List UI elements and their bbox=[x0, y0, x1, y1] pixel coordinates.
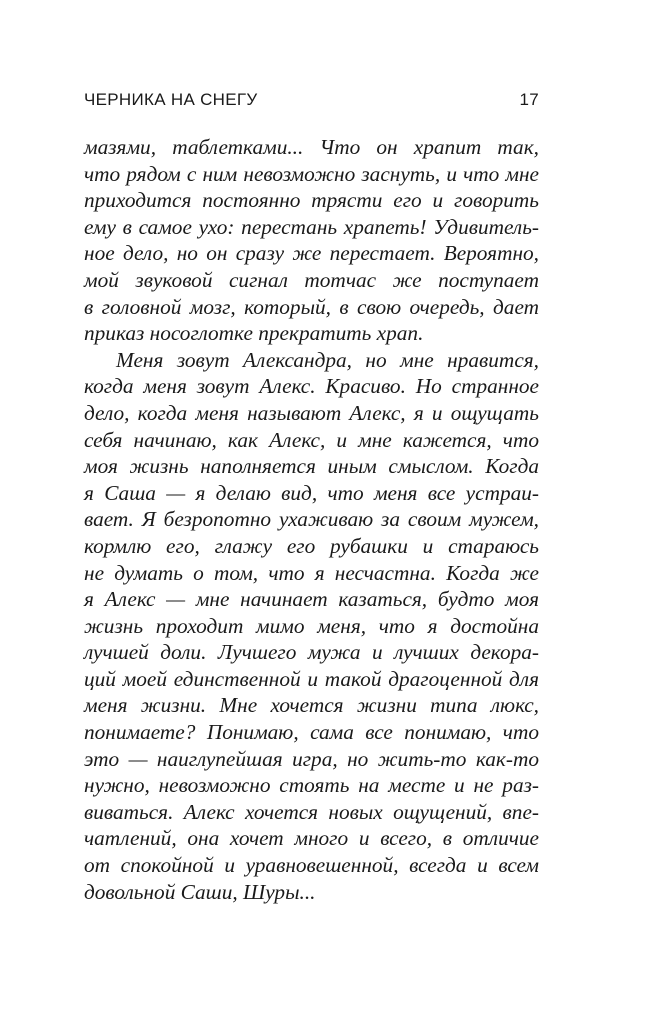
running-header bbox=[84, 90, 539, 112]
text-line: что рядом с ним невозможно заснуть, и что мне bbox=[84, 161, 539, 186]
text-line: ему в самое ухо: перестань храпеть! Удивитель- bbox=[84, 214, 539, 239]
text-line: вает. Я безропотно ухаживаю за своим мужем, bbox=[84, 507, 539, 532]
text-line: мой звуковой сигнал тотчас же поступает bbox=[84, 267, 539, 292]
text-line: меня жизни. Мне хочется жизни типа люкс, bbox=[84, 693, 539, 718]
text-line: приходится постоянно трясти его и говорить bbox=[84, 188, 539, 213]
text-line: чатлений, она хочет много и всего, в отличие bbox=[84, 826, 539, 851]
text-line: довольной Саши, Шуры... bbox=[84, 879, 316, 904]
text-line: ций моей единственной и такой драгоценной для bbox=[84, 666, 539, 691]
text-line: ное дело, но он сразу же перестает. Вероятно, bbox=[84, 241, 539, 266]
text-line: понимаете? Понимаю, сама все понимаю, что bbox=[84, 720, 539, 745]
text-line: приказ носоглотке прекратить храп. bbox=[84, 321, 424, 346]
text-line: моя жизнь наполняется иным смыслом. Когда bbox=[84, 454, 539, 479]
text-line: лучшей доли. Лучшего мужа и лучших декора- bbox=[84, 640, 539, 665]
text-line: я Саша — я делаю вид, что меня все устраи- bbox=[84, 480, 539, 505]
text-line: мазями, таблетками... Что он храпит так, bbox=[84, 135, 539, 159]
text-line: виваться. Алекс хочется новых ощущений, впе- bbox=[84, 799, 539, 824]
text-line: это — наиглупейшая игра, но жить-то как-то bbox=[84, 746, 539, 771]
paragraph-1 bbox=[84, 134, 539, 347]
body-text bbox=[84, 134, 539, 905]
book-title: ЧЕРНИКА НА СНЕГУ bbox=[84, 90, 258, 109]
text-line: от спокойной и уравновешенной, всегда и всем bbox=[84, 853, 539, 878]
text-line: дело, когда меня называют Алекс, я и ощущать bbox=[84, 400, 539, 425]
text-line: в головной мозг, который, в свою очередь, дает bbox=[84, 294, 539, 319]
page-number: 17 bbox=[519, 90, 539, 109]
text-line: Меня зовут Александра, но мне нравится, bbox=[116, 347, 539, 372]
text-line: нужно, невозможно стоять на месте и не раз- bbox=[84, 773, 539, 798]
text-line: жизнь проходит мимо меня, что я достойна bbox=[84, 613, 539, 638]
text-line: я Алекс — мне начинает казаться, будто моя bbox=[84, 587, 539, 612]
text-line: когда меня зовут Алекс. Красиво. Но странное bbox=[84, 374, 539, 399]
text-line: не думать о том, что я несчастна. Когда же bbox=[84, 560, 539, 585]
text-line: себя начинаю, как Алекс, и мне кажется, что bbox=[84, 427, 539, 452]
paragraph-2 bbox=[84, 347, 539, 905]
text-line: кормлю его, глажу его рубашки и стараюсь bbox=[84, 533, 539, 558]
